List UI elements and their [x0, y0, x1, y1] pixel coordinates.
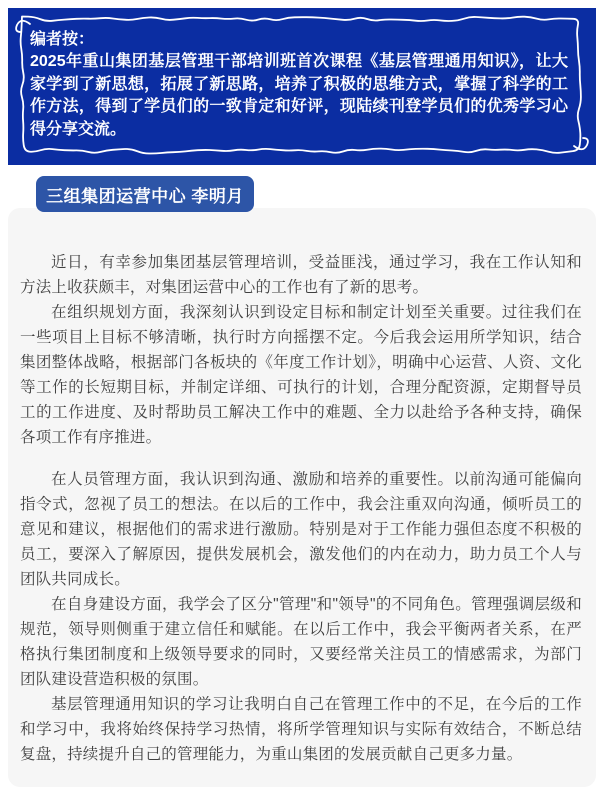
- article-paragraphs: [20, 250, 582, 767]
- author-tag-badge: [36, 176, 254, 212]
- author-tag-label: 三组集团运营中心 李明月: [46, 186, 244, 206]
- editor-note-text: 2025年重山集团基层管理干部培训班首次课程《基层管理通用知识》，让大家学到了新思想，拓展了新思路，培养了积极的思维方式，掌握了科学的工作方法，得到了学员们的一致肯定和好评，现陆续刊登学员们的优秀学习心得分享交流。: [30, 53, 568, 138]
- editor-note-box: [8, 8, 596, 165]
- article-paragraph: 在人员管理方面，我认识到沟通、激励和培养的重要性。以前沟通可能偏向指令式，忽视了员工的想法。在以后的工作中，我会注重双向沟通，倾听员工的意见和建议，根据他们的需求进行激励。特别是对于工作能力强但态度不积极的员工，要深入了解原因，提供发展机会，激发他们的内在动力，助力员工个人与团队共同成长。: [20, 471, 582, 588]
- article-paragraph: 基层管理通用知识的学习让我明白自己在管理工作中的不足，在今后的工作和学习中，我将始终保持学习热情，将所学管理知识与实际有效结合，不断总结复盘，持续提升自己的管理能力，为重山集团的发展贡献自己更多力量。: [20, 696, 582, 763]
- editor-note-content: [8, 8, 596, 141]
- editor-note-label: 编者按：: [30, 31, 95, 48]
- article-paragraph: 在组织规划方面，我深刻认识到设定目标和制定计划至关重要。过往我们在一些项目上目标不够清晰，执行时方向摇摆不定。今后我会运用所学知识，结合集团整体战略，根据部门各板块的《年度工作计划》，明确中心运营、人资、文化等工作的长短期目标，并制定详细、可执行的计划，合理分配资源，定期督导员工的工作进度、及时帮助员工解决工作中的难题、全力以赴给予各种支持，确保各项工作有序推进。: [20, 304, 582, 446]
- article-paragraph: 近日，有幸参加集团基层管理培训，受益匪浅，通过学习，我在工作认知和方法上收获颇丰，对集团运营中心的工作也有了新的思考。: [20, 254, 582, 296]
- article-paragraph: 在自身建设方面，我学会了区分"管理"和"领导"的不同角色。管理强调层级和规范，领导则侧重于建立信任和赋能。在以后工作中，我会平衡两者关系，在严格执行集团制度和上级领导要求的同时，又要经常关注员工的情感需求，为部门团队建设营造积极的氛围。: [20, 596, 582, 688]
- article-body-card: [8, 208, 596, 787]
